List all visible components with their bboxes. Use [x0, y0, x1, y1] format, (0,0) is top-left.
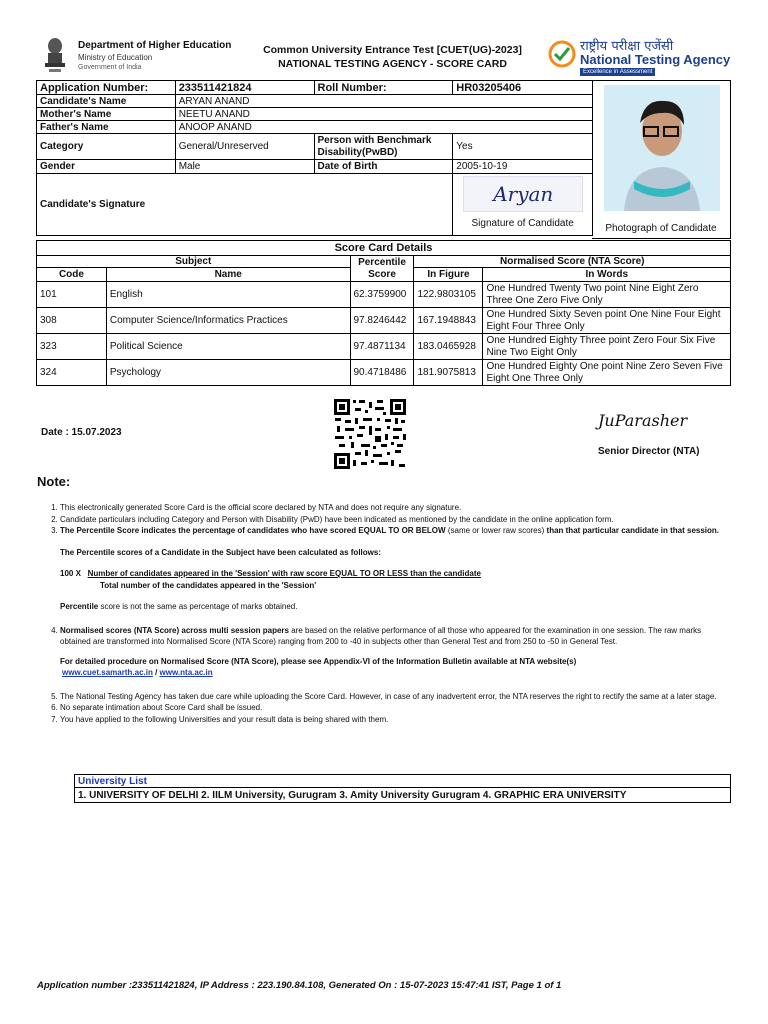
nta-website-link[interactable]: www.nta.ac.in: [159, 668, 213, 677]
candidate-photo: [604, 85, 720, 211]
note-7-text: You have applied to the following Universities and your result data is being shared with them.: [60, 714, 389, 724]
candidate-name-label: Candidate's Name: [37, 95, 176, 108]
nta-hindi-name: राष्ट्रीय परीक्षा एजेंसी: [580, 39, 674, 54]
mother-name-value: NEETU ANAND: [175, 108, 592, 121]
father-name-label: Father's Name: [37, 121, 176, 134]
application-number-value: 233511421824: [175, 81, 314, 95]
formula-numerator: Number of candidates appeared in the 'Session' with raw score EQUAL TO OR LESS than the candidate: [87, 569, 481, 578]
note-item: [60, 514, 728, 526]
director-title: Senior Director (NTA): [598, 446, 700, 457]
nta-score-words: One Hundred Sixty Seven point One Nine Four Eight Eight Four Three Only: [483, 308, 731, 334]
percentile-score: 97.4871134: [350, 334, 414, 360]
note-4-bold: Normalised scores (NTA Score) across multi session papers: [60, 625, 289, 635]
qr-code-icon: [333, 398, 407, 470]
note-heading: Note:: [37, 474, 71, 489]
university-list-table: [74, 774, 731, 803]
nta-logo-icon: [548, 40, 576, 68]
nta-score-figure: 122.9803105: [414, 282, 483, 308]
note-3-bold: The Percentile Score indicates the percentage of candidates who have scored EQUAL TO OR BELOW: [60, 526, 446, 535]
university-list-label: University List: [75, 775, 731, 788]
note-4-rest: are based on the relative performance of all those who appeared for the examination in one session. The raw marks obtained are transformed into Normalised Score (NTA Score) ranging from 200 to -40 in subjects other than General Test and from 250 to -50 in General Test.: [60, 625, 702, 646]
note-6-text: No separate intimation about Score Card shall be issued.: [60, 703, 263, 712]
note-3-bold-2: than that particular candidate in that session.: [546, 526, 720, 535]
signature-text: Aryan: [493, 182, 554, 206]
dob-value: 2005-10-19: [453, 160, 593, 174]
pwbd-value: Yes: [453, 134, 593, 160]
signature-label: Candidate's Signature: [37, 174, 453, 236]
application-number-label: Application Number:: [37, 81, 176, 95]
nta-score-words: One Hundred Eighty Three point Zero Four Six Five Nine Two Eight Only: [483, 334, 731, 360]
nta-score-words: One Hundred Twenty Two point Nine Eight Zero Three One Zero Five Only: [483, 282, 731, 308]
nta-score-figure: 167.1948843: [414, 308, 483, 334]
subject-name: Political Science: [106, 334, 350, 360]
subject-name: English: [106, 282, 350, 308]
note-3-normal: (same or lower raw scores): [447, 526, 545, 535]
ministry-emblem: [40, 36, 70, 78]
score-card-heading: Score Card Details: [37, 241, 731, 256]
note-item: [60, 691, 728, 703]
note-item: [60, 625, 728, 691]
candidate-details-table: [36, 80, 593, 236]
figure-header: In Figure: [414, 268, 483, 282]
dob-label: Date of Birth: [314, 160, 453, 174]
formula-denominator: Total number of the candidates appeared in the 'Session': [100, 580, 317, 590]
signature-image: [463, 176, 583, 212]
table-row: [37, 308, 731, 334]
formula-prefix: 100 X: [60, 569, 81, 578]
note-1-text: This electronically generated Score Card is the official score declared by NTA and does not require any signature.: [60, 503, 462, 512]
photo-caption: Photograph of Candidate: [605, 223, 717, 234]
department-name: Department of Higher Education: [78, 40, 232, 51]
cuet-website-link[interactable]: www.cuet.samarth.ac.in: [62, 668, 153, 677]
percentile-formula: [60, 568, 728, 580]
normalised-header: Normalised Score (NTA Score): [414, 256, 731, 268]
nta-score-words: One Hundred Eighty One point Nine Zero Seven Five Eight One Three Only: [483, 360, 731, 386]
note-item: [60, 525, 728, 625]
signature-cell: [453, 174, 593, 236]
university-list-value: 1. UNIVERSITY OF DELHI 2. IILM University, Gurugram 3. Amity University Gurugram 4. GRAPHIC ERA UNIVERSITY: [75, 788, 731, 803]
note-3-calc: The Percentile scores of a Candidate in the Subject have been calculated as follows:: [60, 547, 381, 557]
score-card-table: [36, 240, 731, 386]
title-line-2: NATIONAL TESTING AGENCY - SCORE CARD: [278, 58, 507, 70]
roll-number-label: Roll Number:: [314, 81, 453, 95]
candidate-name-value: ARYAN ANAND: [175, 95, 592, 108]
subject-code: 324: [37, 360, 107, 386]
table-row: [37, 282, 731, 308]
nta-score-figure: 183.0465928: [414, 334, 483, 360]
nta-logo: [548, 36, 738, 78]
director-signature: [598, 405, 698, 437]
note-5-text: The National Testing Agency has taken due care while uploading the Score Card. However, in case of any inadvertent error, the NTA reserves the right to rectify the same at a later stage.: [60, 691, 717, 701]
category-value: General/Unreserved: [175, 134, 314, 160]
gender-label: Gender: [37, 160, 176, 174]
subject-code: 308: [37, 308, 107, 334]
nta-english-name: National Testing Agency: [580, 52, 731, 67]
words-header: In Words: [483, 268, 731, 282]
subject-code: 323: [37, 334, 107, 360]
government-name: Government of India: [78, 64, 142, 71]
roll-number-value: HR03205406: [453, 81, 593, 95]
percentile-rest: score is not the same as percentage of marks obtained.: [100, 602, 298, 611]
father-name-value: ANOOP ANAND: [175, 121, 592, 134]
subject-header: Subject: [37, 256, 351, 268]
subject-name: Computer Science/Informatics Practices: [106, 308, 350, 334]
name-header: Name: [106, 268, 350, 282]
nta-score-figure: 181.9075813: [414, 360, 483, 386]
notes-section: [38, 502, 728, 725]
issue-date: Date : 15.07.2023: [41, 427, 122, 438]
gender-value: Male: [175, 160, 314, 174]
percentile-score: 90.4718486: [350, 360, 414, 386]
signature-caption: Signature of Candidate: [471, 218, 574, 229]
note-item: [60, 714, 728, 726]
photo-box: [592, 80, 731, 239]
note-2-text: Candidate particulars including Category and Person with Disability (PwD) have been indicated as mentioned by the candidate in the online application form.: [60, 514, 614, 524]
director-signature-text: JuParasher: [598, 411, 688, 430]
note-item: [60, 702, 728, 714]
percentile-score: 62.3759900: [350, 282, 414, 308]
percentile-word: Percentile: [60, 602, 99, 611]
category-label: Category: [37, 134, 176, 160]
ministry-name: Ministry of Education: [78, 53, 153, 62]
note-4-procedure: For detailed procedure on Normalised Score (NTA Score), please see Appendix-VI of the Information Bulletin available at NTA website(s): [60, 656, 577, 666]
nta-tagline: Excellence in Assessment: [580, 68, 655, 76]
document-title: [240, 43, 545, 71]
link-separator: /: [155, 668, 158, 677]
subject-name: Psychology: [106, 360, 350, 386]
table-row: [37, 334, 731, 360]
percentile-header: Percentile Score: [350, 256, 414, 282]
title-line-1: Common University Entrance Test [CUET(UG)-2023]: [263, 44, 522, 56]
percentile-score: 97.8246442: [350, 308, 414, 334]
note-item: [60, 502, 728, 514]
pwbd-label: Person with Benchmark Disability(PwBD): [314, 134, 453, 160]
code-header: Code: [37, 268, 107, 282]
subject-code: 101: [37, 282, 107, 308]
ministry-block: [78, 40, 243, 71]
page-footer: Application number :233511421824, IP Address : 223.190.84.108, Generated On : 15-07-2023 15:47:41 IST, Page 1 of 1: [37, 980, 562, 991]
mother-name-label: Mother's Name: [37, 108, 176, 121]
table-row: [37, 360, 731, 386]
